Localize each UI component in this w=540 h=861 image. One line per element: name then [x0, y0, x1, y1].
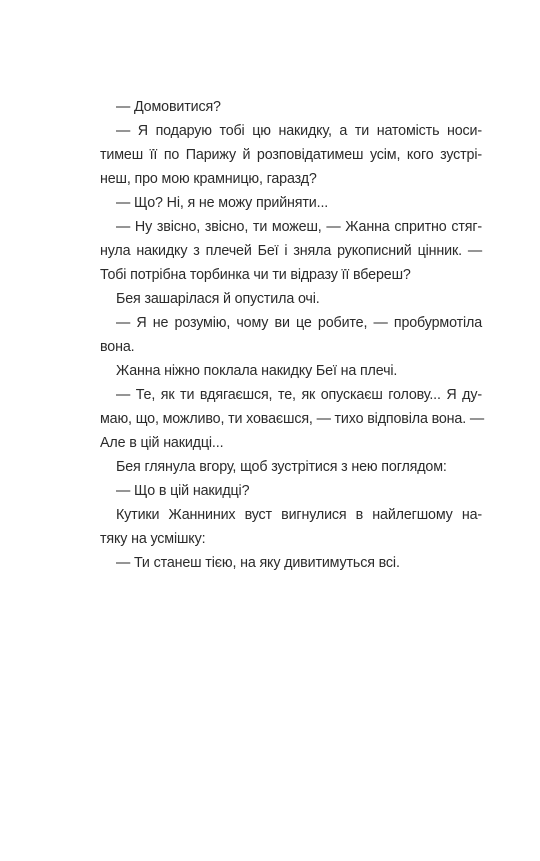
text-line: Бея глянула вгору, щоб зустрітися з нею поглядом:	[116, 459, 447, 475]
text-line: Бея зашарілася й опустила очі.	[116, 291, 320, 307]
text-line: вона.	[100, 339, 135, 355]
text-line: Але в цій накидці...	[100, 435, 224, 451]
page-text	[100, 95, 482, 575]
text-line: — Що? Ні, я не можу прийняти...	[116, 195, 329, 211]
text-line: — Те, як ти вдягаєшся, те, як опускаєш голову... Я ду-	[116, 387, 482, 403]
text-line: — Я не розумію, чому ви це робите, — пробурмотіла	[116, 315, 482, 331]
text-line: Жанна ніжно поклала накидку Беї на плечі.	[116, 363, 398, 379]
text-line: тяку на усмішку:	[100, 531, 206, 547]
text-line: — Я подарую тобі цю накидку, а ти натомість носи-	[116, 123, 482, 139]
text-line: Тобі потрібна торбинка чи ти відразу її вбереш?	[100, 267, 411, 283]
text-line: нула накидку з плечей Беї і зняла рукописний цінник. —	[100, 243, 482, 259]
text-line: — Ти станеш тією, на яку дивитимуться всі.	[116, 555, 400, 571]
text-line: неш, про мою крамницю, гаразд?	[100, 171, 317, 187]
text-line: маю, що, можливо, ти ховаєшся, — тихо відповіла вона. —	[100, 411, 484, 427]
text-line: Кутики Жанниних вуст вигнулися в найлегшому на-	[116, 507, 482, 523]
text-line: — Що в цій накидці?	[116, 483, 250, 499]
text-line: — Домовитися?	[116, 99, 221, 115]
text-line: — Ну звісно, звісно, ти можеш, — Жанна спритно стяг-	[116, 219, 482, 235]
text-line: тимеш її по Парижу й розповідатимеш усім, кого зустрі-	[100, 147, 482, 163]
